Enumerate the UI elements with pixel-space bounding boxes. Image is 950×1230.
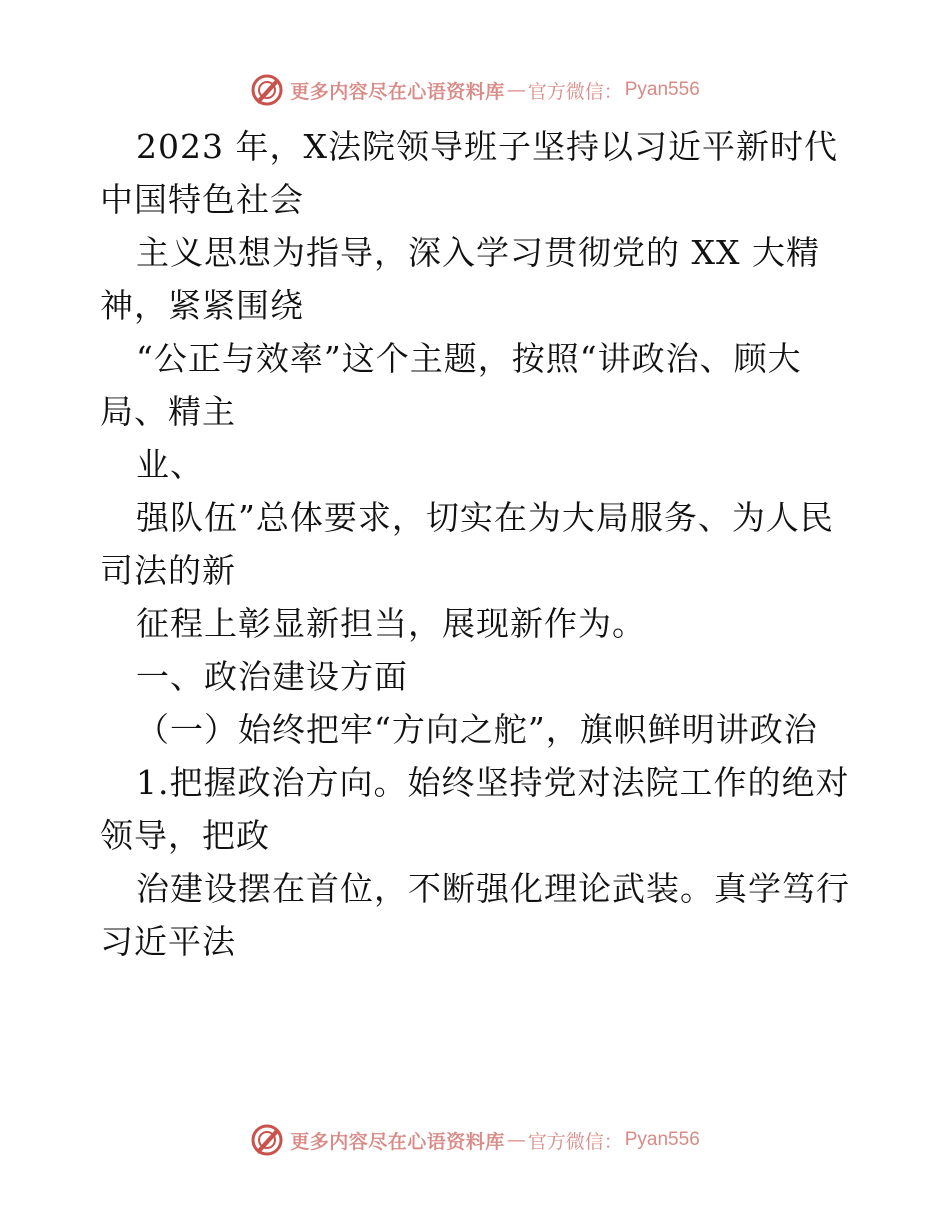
text-line: 1.把握政治方向。始终坚持党对法院工作的绝对 — [136, 763, 850, 802]
text-line: 神，紧紧围绕 — [100, 286, 304, 325]
text-line: “公正与效率”这个主题，按照“讲政治、顾大 — [136, 339, 802, 378]
watermark-label: 官方微信： — [527, 1130, 623, 1153]
document-body — [100, 120, 860, 968]
watermark-wechat-id: Pyan556 — [624, 1129, 700, 1150]
watermark-brand: 更多内容尽在心语资料库 — [290, 80, 505, 103]
text-line: 领导，把政 — [100, 816, 270, 855]
watermark-footer — [0, 1120, 950, 1160]
text-line: 习近平法 — [100, 922, 236, 961]
watermark-label: 官方微信： — [527, 80, 623, 103]
text-line: （一）始终把牢“方向之舵”，旗帜鲜明讲政治 — [136, 710, 818, 749]
text-line: 主义思想为指导，深入学习贯彻党的 XX 大精 — [136, 233, 820, 272]
text-line: 一、政治建设方面 — [136, 657, 408, 696]
text-line: 征程上彰显新担当，展现新作为。 — [136, 604, 646, 643]
seal-logo-icon — [250, 73, 284, 107]
watermark-separator: — — [506, 79, 526, 101]
watermark-wechat-id: Pyan556 — [624, 79, 700, 100]
text-line: 司法的新 — [100, 551, 236, 590]
text-line: 2023 年，X法院领导班子坚持以习近平新时代 — [136, 127, 838, 166]
text-line: 强队伍”总体要求，切实在为大局服务、为人民 — [136, 498, 834, 537]
watermark-brand: 更多内容尽在心语资料库 — [290, 1130, 505, 1153]
seal-logo-icon — [250, 1123, 284, 1157]
text-line: 局、精主 — [100, 392, 236, 431]
watermark-separator: — — [506, 1129, 526, 1151]
text-line: 业、 — [136, 445, 204, 484]
watermark-header — [0, 70, 950, 110]
text-line: 治建设摆在首位，不断强化理论武装。真学笃行 — [136, 869, 850, 908]
text-line: 中国特色社会 — [100, 180, 304, 219]
